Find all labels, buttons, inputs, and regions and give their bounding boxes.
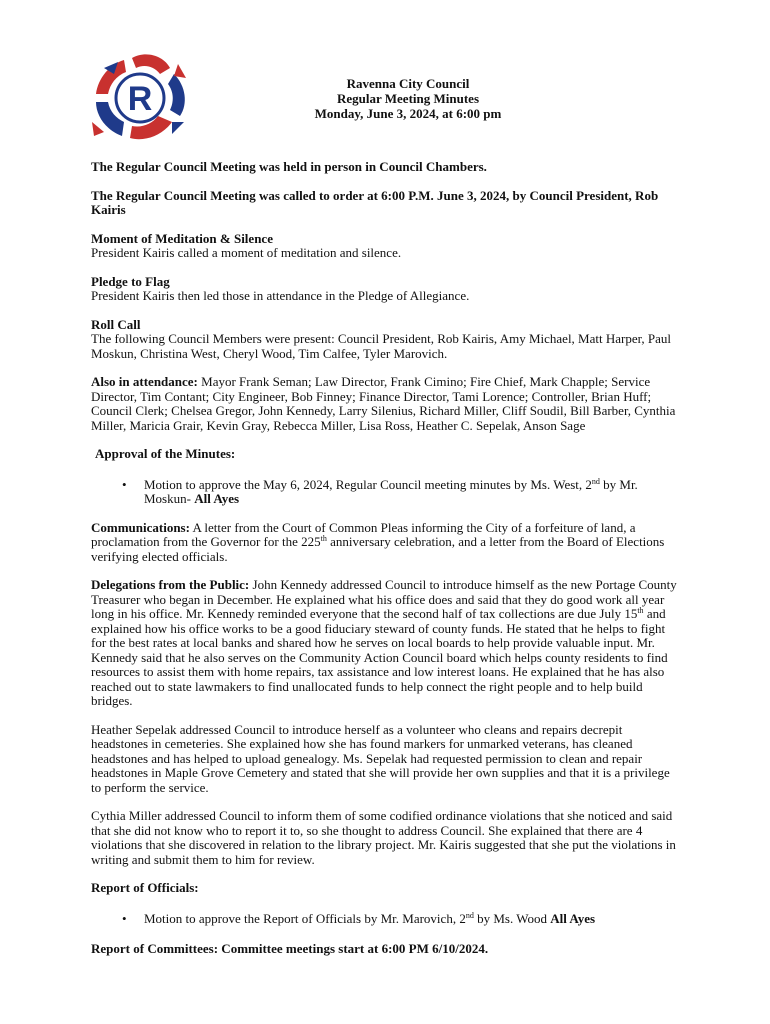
bullet-icon: • xyxy=(122,910,127,926)
ravenna-city-logo xyxy=(88,52,194,144)
in-person-statement: The Regular Council Meeting was held in person in Council Chambers. xyxy=(91,159,487,174)
delegations-text-b: and explained how his office works to be a good fiduciary steward of county funds. He stated that he helps to fight for the best rates at local banks and shared how he serves on local boards to help provide valuable input. Mr. Kennedy said that he also serves on the Community Action Council board which helps county residents to find resources to assist them with home repairs, tax assistance and low interest loans. He explained that he has also reached out to state lawmakers to find unallocated funds to help connect the right people and to help build bridges. xyxy=(91,606,668,708)
delegations-paragraph xyxy=(91,578,681,709)
communications-text-a: A letter from the Court of Common Pleas informing the City of a forfeiture of land, a proclamation from the Governor for the 225 xyxy=(91,519,636,549)
sepelak-paragraph: Heather Sepelak addressed Council to introduce herself as a volunteer who cleans and repairs decrepit headstones in cemeteries. She explained how she has found markers for unmarked veterans, has cleaned headstones and has helped to upload genealogy. Ms. Sepelak had requested permission to clean and repair headstones in Maple Grove Cemetery and stated that she will provide her own supplies and that it is a privilege to perform the service. xyxy=(91,721,670,795)
minutes-motion-text-b: by Mr. Moskun- xyxy=(144,476,638,506)
miller-paragraph: Cythia Miller addressed Council to inform them of some codified ordinance violations that she noticed and said that she did not know who to report it to, so she thought to address Council. She explained that there are 4 violations that she discovered in relation to the library project. Mr. Kairis suggested that she put the violations in writing and submit them to him for review. xyxy=(91,808,676,867)
attendance-label: Also in attendance: xyxy=(91,374,198,389)
meditation-heading: Moment of Meditation & Silence xyxy=(91,230,273,246)
delegations-sup: th xyxy=(637,606,644,615)
officials-motion xyxy=(91,912,681,927)
delegations-label: Delegations from the Public: xyxy=(91,577,250,592)
committees-statement: Report of Committees: Committee meetings start at 6:00 PM 6/10/2024. xyxy=(91,941,489,956)
officials-motion-result: All Ayes xyxy=(550,910,596,926)
pledge-heading: Pledge to Flag xyxy=(91,273,170,289)
communications-label: Communications: xyxy=(91,519,190,535)
roll-call-heading: Roll Call xyxy=(91,316,141,332)
meditation-text: President Kairis called a moment of meditation and silence. xyxy=(91,245,402,260)
minutes-motion-text-a: Motion to approve the May 6, 2024, Regular Council meeting minutes by Ms. West, 2 xyxy=(144,476,592,492)
minutes-body xyxy=(91,160,681,957)
officials-motion-text-a: Motion to approve the Report of Officials by Mr. Marovich, 2 xyxy=(144,910,466,926)
attendance-paragraph xyxy=(91,375,681,433)
header-line-1: Ravenna City Council xyxy=(346,76,470,91)
officials-motion-text-b: by Ms. Wood xyxy=(473,910,551,926)
roll-call-text: The following Council Members were present: Council President, Rob Kairis, Amy Michael, Matt Harper, Paul Moskun, Christina West, Cheryl Wood, Tim Calfee, Tyler Marovich. xyxy=(91,331,672,361)
attendance-text: Mayor Frank Seman; Law Director, Frank Cimino; Fire Chief, Mark Chapple; Service Director, Tim Contant; City Engineer, Bob Finney; Finance Director, Tami Lorence; Controller, Brian Huff; Council Clerk; Chelsea Gregor, John Kennedy, Larry Silenius, Richard Miller, Cliff Soudil, Bill Barber, Cynthia Miller, Maricia Grair, Kevin Gray, Rebecca Miller, Lisa Ross, Heather C. Sepelak, Anson Sage xyxy=(91,374,676,433)
communications-sup: th xyxy=(320,534,327,543)
called-to-order-statement: The Regular Council Meeting was called to order at 6:00 P.M. June 3, 2024, by Council President, Rob Kairis xyxy=(91,187,659,217)
minutes-motion xyxy=(91,478,681,507)
officials-motion-sup: nd xyxy=(465,910,474,920)
minutes-motion-sup: nd xyxy=(591,476,600,486)
document-header xyxy=(270,76,546,121)
delegations-text-a: John Kennedy addressed Council to introduce himself as the new Portage County Treasurer who began in December. He explained what his office does and said that they do good work all year long in his office. Mr. Kennedy reminded everyone that the second half of tax collections are due July 15 xyxy=(91,577,677,621)
logo-letter: R xyxy=(127,80,153,118)
pledge-text: President Kairis then led those in attendance in the Pledge of Allegiance. xyxy=(91,288,470,303)
communications-text-b: anniversary celebration, and a letter from the Board of Elections verifying elected officials. xyxy=(91,534,665,564)
header-line-3: Monday, June 3, 2024, at 6:00 pm xyxy=(314,106,502,121)
header-line-2: Regular Meeting Minutes xyxy=(336,91,480,106)
officials-heading: Report of Officials: xyxy=(91,880,199,895)
communications-paragraph xyxy=(91,521,681,565)
bullet-icon: • xyxy=(122,476,127,492)
minutes-heading: Approval of the Minutes: xyxy=(95,446,236,461)
minutes-motion-result: All Ayes xyxy=(194,491,240,506)
